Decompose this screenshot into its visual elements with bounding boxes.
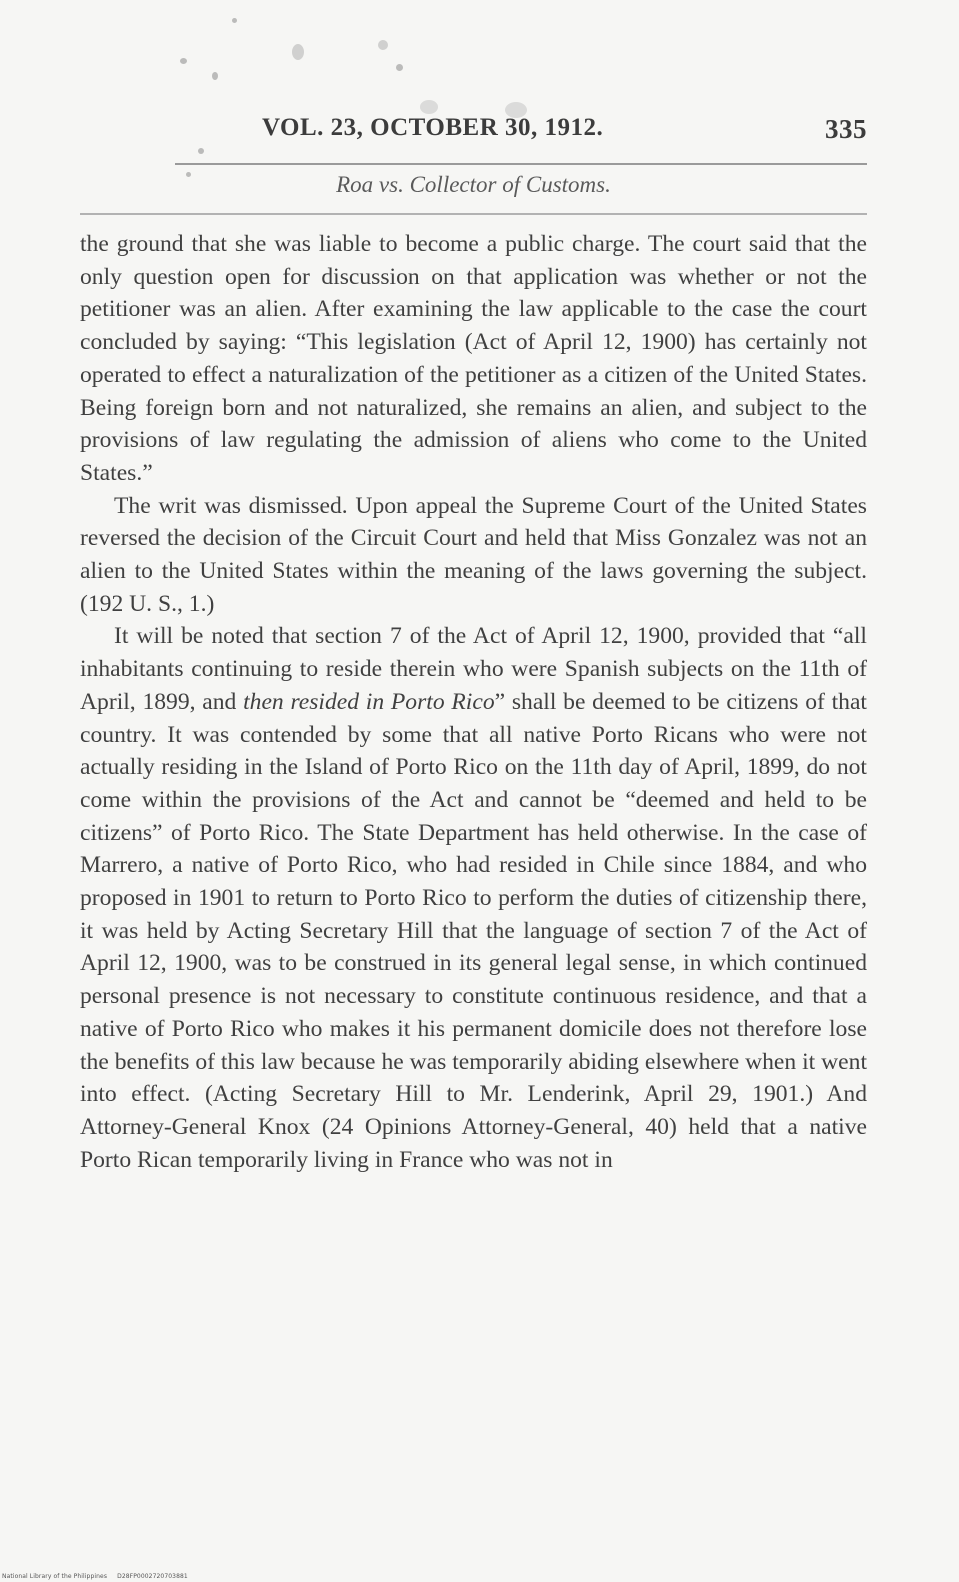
paragraph-3-text: It will be noted that section 7 of the Act of April 12, 1900, provided that “all inhabitants continuing to reside therein who were Spanish subjects on the 11th of April, 1899, and <box>80 623 867 715</box>
body-text <box>80 228 867 1176</box>
ink-speck <box>396 64 403 71</box>
paragraph-1: the ground that she was liable to become a public charge. The court said that the only question open for discussion on that application was whether or not the petitioner was an alien. After examining the law applicable to the case the court concluded by saying: “This legislation (Act of April 12, 1900) has certainly not operated to effect a naturalization of the petitioner as a citizen of the United States. Being foreign born and not naturalized, she remains an alien, and subject to the provisions of law regulating the admission of aliens who come to the United States.” <box>80 231 867 486</box>
paragraph-3 <box>80 620 867 1176</box>
ink-speck <box>198 148 204 154</box>
paragraph-3-italic: then resided in Porto Rico <box>243 688 495 715</box>
page-number: 335 <box>825 114 867 144</box>
title-rule <box>80 213 867 215</box>
volume-date: VOL. 23, OCTOBER 30, 1912. <box>262 114 604 141</box>
ink-speck <box>232 18 237 23</box>
ink-speck <box>378 40 388 50</box>
record-id: D28FP0002720703881 <box>117 1573 188 1580</box>
paragraph-2: The writ was dismissed. Upon appeal the Supreme Court of the United States reversed the decision of the Circuit Court and held that Miss Gonzalez was not an alien to the United States within the meaning of the laws governing the subject. (192 U. S., 1.) <box>80 492 867 617</box>
footer <box>2 1573 196 1580</box>
ink-speck <box>292 44 304 60</box>
ink-speck <box>212 72 218 80</box>
running-title: Roa vs. Collector of Customs. <box>336 172 611 197</box>
ink-speck <box>180 58 187 64</box>
library-name: National Library of the Philippines <box>2 1573 108 1580</box>
ink-speck <box>420 100 438 114</box>
header-rule <box>175 163 867 165</box>
paragraph-3-text-cont: ” shall be deemed to be citizens of that country. It was contended by some that all native Porto Ricans who were not actually residing in the Island of Porto Rico on the 11th day of April, 1899, do not come within the provisions of the Act and cannot be “deemed and held to be citizens” of Porto Rico. The State Department has held otherwise. In the case of Marrero, a native of Porto Rico, who had resided in Chile since 1884, and who proposed in 1901 to return to Porto Rico to perform the duties of citizenship there, it was held by Acting Secretary Hill that the language of section 7 of the Act of April 12, 1900, was to be construed in its general legal sense, in which continued personal presence is not necessary to constitute continuous residence, and that a native of Porto Rico who makes it his permanent domicile does not therefore lose the benefits of this law because he was temporarily abiding elsewhere when it went into effect. (Acting Secretary Hill to Mr. Lenderink, April 29, 1901.) And Attorney-General Knox (24 Opinions Attorney-General, 40) held that a native Porto Rican temporarily living in France who was not in <box>80 688 867 1173</box>
